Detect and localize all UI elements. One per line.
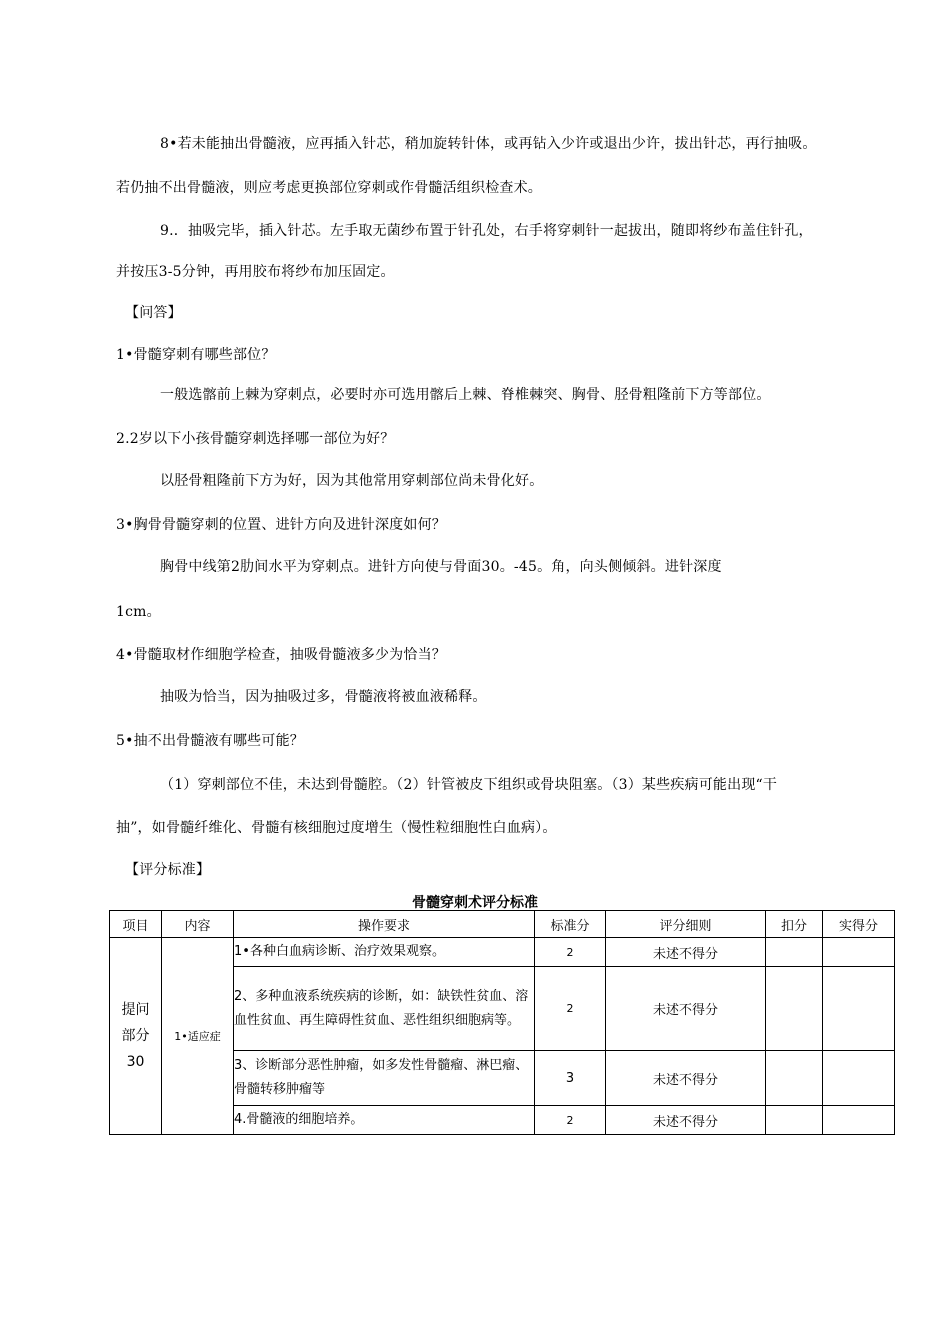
paragraph-step-9-cont: 并按压3-5分钟，再用胶布将纱布加压固定。 xyxy=(116,264,395,280)
answer-4: 抽吸为恰当，因为抽吸过多，骨髓液将被血液稀释。 xyxy=(160,689,487,705)
actual-cell xyxy=(823,1051,895,1106)
rule-cell: 未述不得分 xyxy=(606,967,766,1051)
header-project: 项目 xyxy=(110,911,162,938)
content-cell: 1•适应症 xyxy=(162,938,234,1135)
project-line-2: 部分 xyxy=(121,1028,150,1044)
question-3: 3•胸骨骨髓穿刺的位置、进针方向及进针深度如何？ xyxy=(116,517,446,533)
rule-cell: 未述不得分 xyxy=(606,1106,766,1135)
header-standard-score: 标准分 xyxy=(535,911,606,938)
question-1: 1•骨髓穿刺有哪些部位？ xyxy=(116,347,276,363)
section-heading-qa: 【问答】 xyxy=(125,305,182,321)
project-cell xyxy=(110,938,162,1135)
deduct-cell xyxy=(766,1051,823,1106)
question-2: 2.2岁以下小孩骨髓穿刺选择哪一部位为好？ xyxy=(116,431,395,447)
header-rules: 评分细则 xyxy=(606,911,766,938)
score-cell: 2 xyxy=(535,938,606,967)
scoring-table xyxy=(109,910,895,1135)
rule-cell: 未述不得分 xyxy=(606,1051,766,1106)
project-line-1: 提问 xyxy=(121,1002,150,1018)
question-4: 4•骨髓取材作细胞学检查，抽吸骨髓液多少为恰当？ xyxy=(116,647,446,663)
answer-5: （1）穿刺部位不佳，未达到骨髓腔。（2）针管被皮下组织或骨块阻塞。（3）某些疾病可能出现“干 xyxy=(160,777,778,793)
paragraph-step-8: 8•若未能抽出骨髓液，应再插入针芯，稍加旋转针体，或再钻入少许或退出少许，拔出针芯，再行抽吸。 xyxy=(160,136,817,152)
header-deduction: 扣分 xyxy=(766,911,823,938)
answer-2: 以胫骨粗隆前下方为好，因为其他常用穿刺部位尚未骨化好。 xyxy=(160,473,544,489)
table-title: 骨髓穿刺术评分标准 xyxy=(412,895,538,911)
deduct-cell xyxy=(766,967,823,1051)
table-row xyxy=(110,938,895,967)
deduct-cell xyxy=(766,938,823,967)
answer-5-cont: 抽”，如骨髓纤维化、骨髓有核细胞过度增生（慢性粒细胞性白血病）。 xyxy=(116,820,557,836)
requirement-cell: 2、多种血液系统疾病的诊断，如：缺铁性贫血、溶血性贫血、再生障碍性贫血、恶性组织细胞病等。 xyxy=(234,967,535,1051)
rule-cell: 未述不得分 xyxy=(606,938,766,967)
score-cell: 2 xyxy=(535,967,606,1051)
requirement-cell: 1•各种白血病诊断、治疗效果观察。 xyxy=(234,938,535,967)
answer-3-cont: 1cm。 xyxy=(116,604,161,620)
score-cell: 2 xyxy=(535,1106,606,1135)
table-header-row xyxy=(110,911,895,938)
answer-3: 胸骨中线第2肋间水平为穿刺点。进针方向使与骨面30。-45。角，向头侧倾斜。进针深度 xyxy=(160,559,722,575)
requirement-cell: 3、诊断部分恶性肿瘤，如多发性骨髓瘤、淋巴瘤、骨髓转移肿瘤等 xyxy=(234,1051,535,1106)
actual-cell xyxy=(823,1106,895,1135)
header-actual-score: 实得分 xyxy=(823,911,895,938)
score-cell: 3 xyxy=(535,1051,606,1106)
requirement-cell: 4.骨髓液的细胞培养。 xyxy=(234,1106,535,1135)
paragraph-step-9: 9.．抽吸完毕，插入针芯。左手取无菌纱布置于针孔处，右手将穿刺针一起拔出，随即将纱布盖住针孔， xyxy=(160,223,813,239)
deduct-cell xyxy=(766,1106,823,1135)
answer-1: 一般选髂前上棘为穿刺点，必要时亦可选用髂后上棘、脊椎棘突、胸骨、胫骨粗隆前下方等部位。 xyxy=(160,387,771,403)
question-5: 5•抽不出骨髓液有哪些可能？ xyxy=(116,733,304,749)
paragraph-step-8-cont: 若仍抽不出骨髓液，则应考虑更换部位穿刺或作骨髓活组织检查术。 xyxy=(116,180,542,196)
actual-cell xyxy=(823,938,895,967)
header-requirement: 操作要求 xyxy=(234,911,535,938)
section-heading-scoring: 【评分标准】 xyxy=(125,862,211,878)
project-line-3: 30 xyxy=(126,1054,145,1070)
header-content: 内容 xyxy=(162,911,234,938)
actual-cell xyxy=(823,967,895,1051)
